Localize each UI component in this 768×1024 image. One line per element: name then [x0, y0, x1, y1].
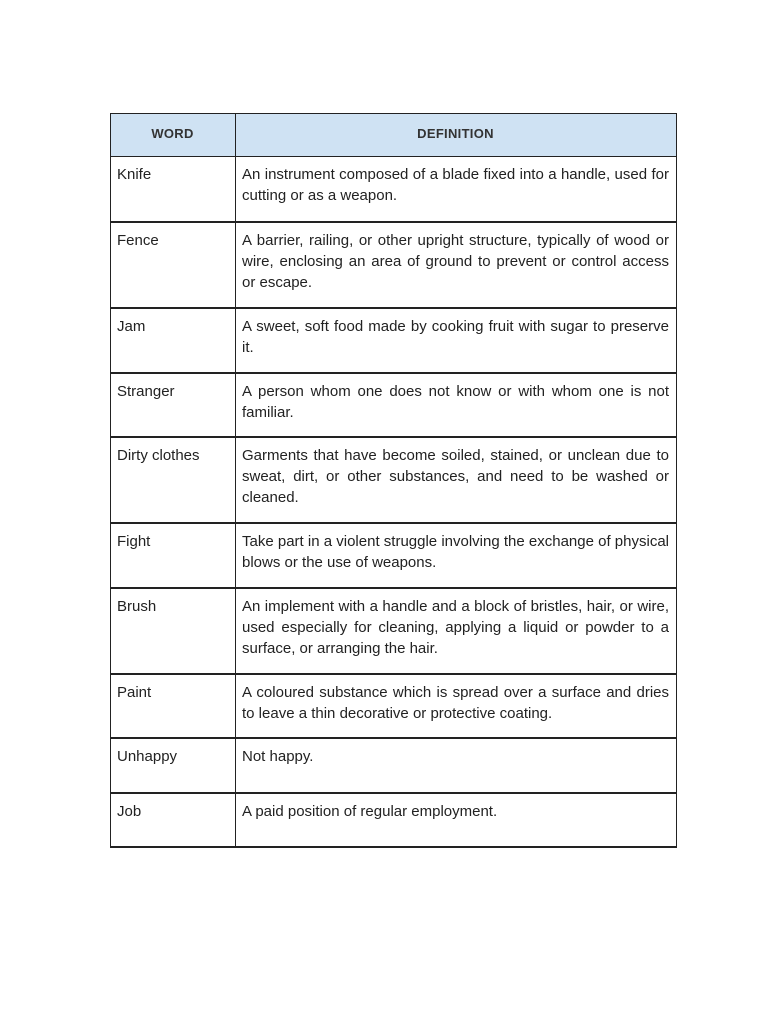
- word-cell: Jam: [111, 308, 236, 373]
- definition-cell: A paid position of regular employment.: [236, 793, 677, 847]
- word-cell: Job: [111, 793, 236, 847]
- definition-cell: A person whom one does not know or with whom one is not familiar.: [236, 373, 677, 437]
- table-row: [111, 373, 677, 437]
- table-row: [111, 222, 677, 308]
- definition-cell: An implement with a handle and a block of bristles, hair, or wire, used especially for cleaning, applying a liquid or powder to a surface, or arranging the hair.: [236, 588, 677, 674]
- word-cell: Stranger: [111, 373, 236, 437]
- word-cell: Fence: [111, 222, 236, 308]
- definition-cell: Garments that have become soiled, stained, or unclean due to sweat, dirt, or other substances, and need to be washed or cleaned.: [236, 437, 677, 523]
- definition-cell: Take part in a violent struggle involving the exchange of physical blows or the use of weapons.: [236, 523, 677, 588]
- definition-cell: A barrier, railing, or other upright structure, typically of wood or wire, enclosing an area of ground to prevent or control access or escape.: [236, 222, 677, 308]
- table-row: [111, 674, 677, 738]
- word-column-header: WORD: [111, 114, 236, 157]
- definition-column-header: DEFINITION: [236, 114, 677, 157]
- definition-cell: A sweet, soft food made by cooking fruit with sugar to preserve it.: [236, 308, 677, 373]
- table-row: [111, 738, 677, 793]
- word-cell: Paint: [111, 674, 236, 738]
- definition-cell: Not happy.: [236, 738, 677, 793]
- table-row: [111, 308, 677, 373]
- table-row: [111, 588, 677, 674]
- definition-cell: An instrument composed of a blade fixed into a handle, used for cutting or as a weapon.: [236, 157, 677, 222]
- word-cell: Fight: [111, 523, 236, 588]
- word-cell: Dirty clothes: [111, 437, 236, 523]
- word-cell: Unhappy: [111, 738, 236, 793]
- table-row: [111, 793, 677, 847]
- word-cell: Knife: [111, 157, 236, 222]
- definition-cell: A coloured substance which is spread over a surface and dries to leave a thin decorative or protective coating.: [236, 674, 677, 738]
- table-header: [111, 114, 677, 157]
- word-cell: Brush: [111, 588, 236, 674]
- table-row: [111, 523, 677, 588]
- table-row: [111, 157, 677, 222]
- table-body: [111, 157, 677, 847]
- vocabulary-table: [110, 113, 677, 848]
- header-row: [111, 114, 677, 157]
- table-row: [111, 437, 677, 523]
